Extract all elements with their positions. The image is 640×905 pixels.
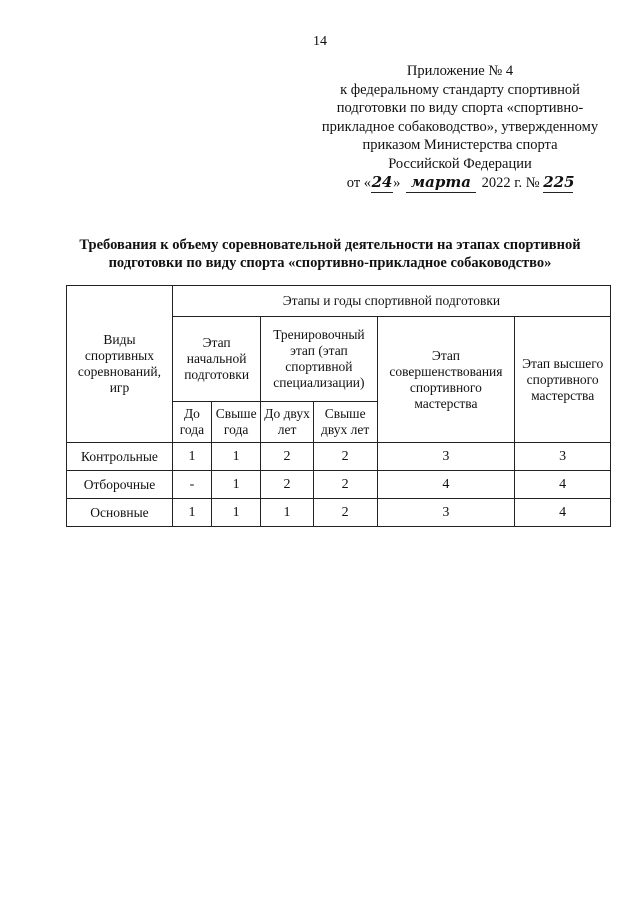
subheader-over-year: Свыше года [211,402,260,443]
handwritten-order-number: 225 [543,173,575,191]
header-stage-initial: Этап начальной подготовки [172,317,260,402]
requirements-table [66,285,611,527]
table-cell: 2 [313,443,377,471]
table-cell: 1 [172,443,211,471]
table-cell: 2 [313,499,377,527]
handwritten-day: 24 [371,173,393,191]
table-cell: 3 [377,499,515,527]
table-row [67,443,611,471]
table-row [67,499,611,527]
appendix-line: приказом Министерства спорта [362,137,558,153]
table-cell: 1 [261,499,313,527]
table-cell: - [172,471,211,499]
order-date-line [300,173,620,193]
date-prefix: от « [346,175,372,191]
appendix-line: Российской Федерации [388,155,532,172]
date-year: 2022 г. № [481,175,540,191]
appendix-line: к федеральному стандарту спортивной [340,81,580,98]
appendix-block [300,62,620,193]
subheader-upto-two-years: До двух лет [261,402,313,443]
title-line: подготовки по виду спорта «спортивно-прикладное собаководство» [108,255,552,271]
header-stage-training: Тренировочный этап (этап спортивной специализации) [261,317,377,402]
appendix-line: прикладное собаководство», утвержденному [321,118,599,135]
table-cell: 4 [515,499,611,527]
row-label: Основные [67,499,173,527]
subheader-upto-year: До года [172,402,211,443]
header-stage-highest: Этап высшего спортивного мастерства [515,317,611,443]
document-title [55,236,605,272]
appendix-line: подготовки по виду спорта «спортивно- [336,100,584,116]
table-cell: 1 [211,471,260,499]
table-cell: 3 [377,443,515,471]
row-label: Отборочные [67,471,173,499]
table-cell: 1 [211,499,260,527]
handwritten-month: марта [406,173,476,193]
table-cell: 1 [172,499,211,527]
row-label: Контрольные [67,443,173,471]
subheader-over-two-years: Свыше двух лет [313,402,377,443]
header-stages: Этапы и годы спортивной подготовки [172,286,610,317]
table-row [67,471,611,499]
table-cell: 2 [261,471,313,499]
table-cell: 4 [377,471,515,499]
table-cell: 3 [515,443,611,471]
table-cell: 1 [211,443,260,471]
title-line: Требования к объему соревновательной деятельности на этапах спортивной [79,237,581,253]
date-mid: » [393,175,401,191]
header-kinds: Виды спортивных соревнований, игр [67,286,173,443]
appendix-heading: Приложение № 4 [406,63,514,79]
page-number: 14 [313,34,327,49]
table-cell: 2 [261,443,313,471]
table-cell: 2 [313,471,377,499]
table-cell: 4 [515,471,611,499]
header-stage-improvement: Этап совершенствования спортивного мастерства [377,317,515,443]
